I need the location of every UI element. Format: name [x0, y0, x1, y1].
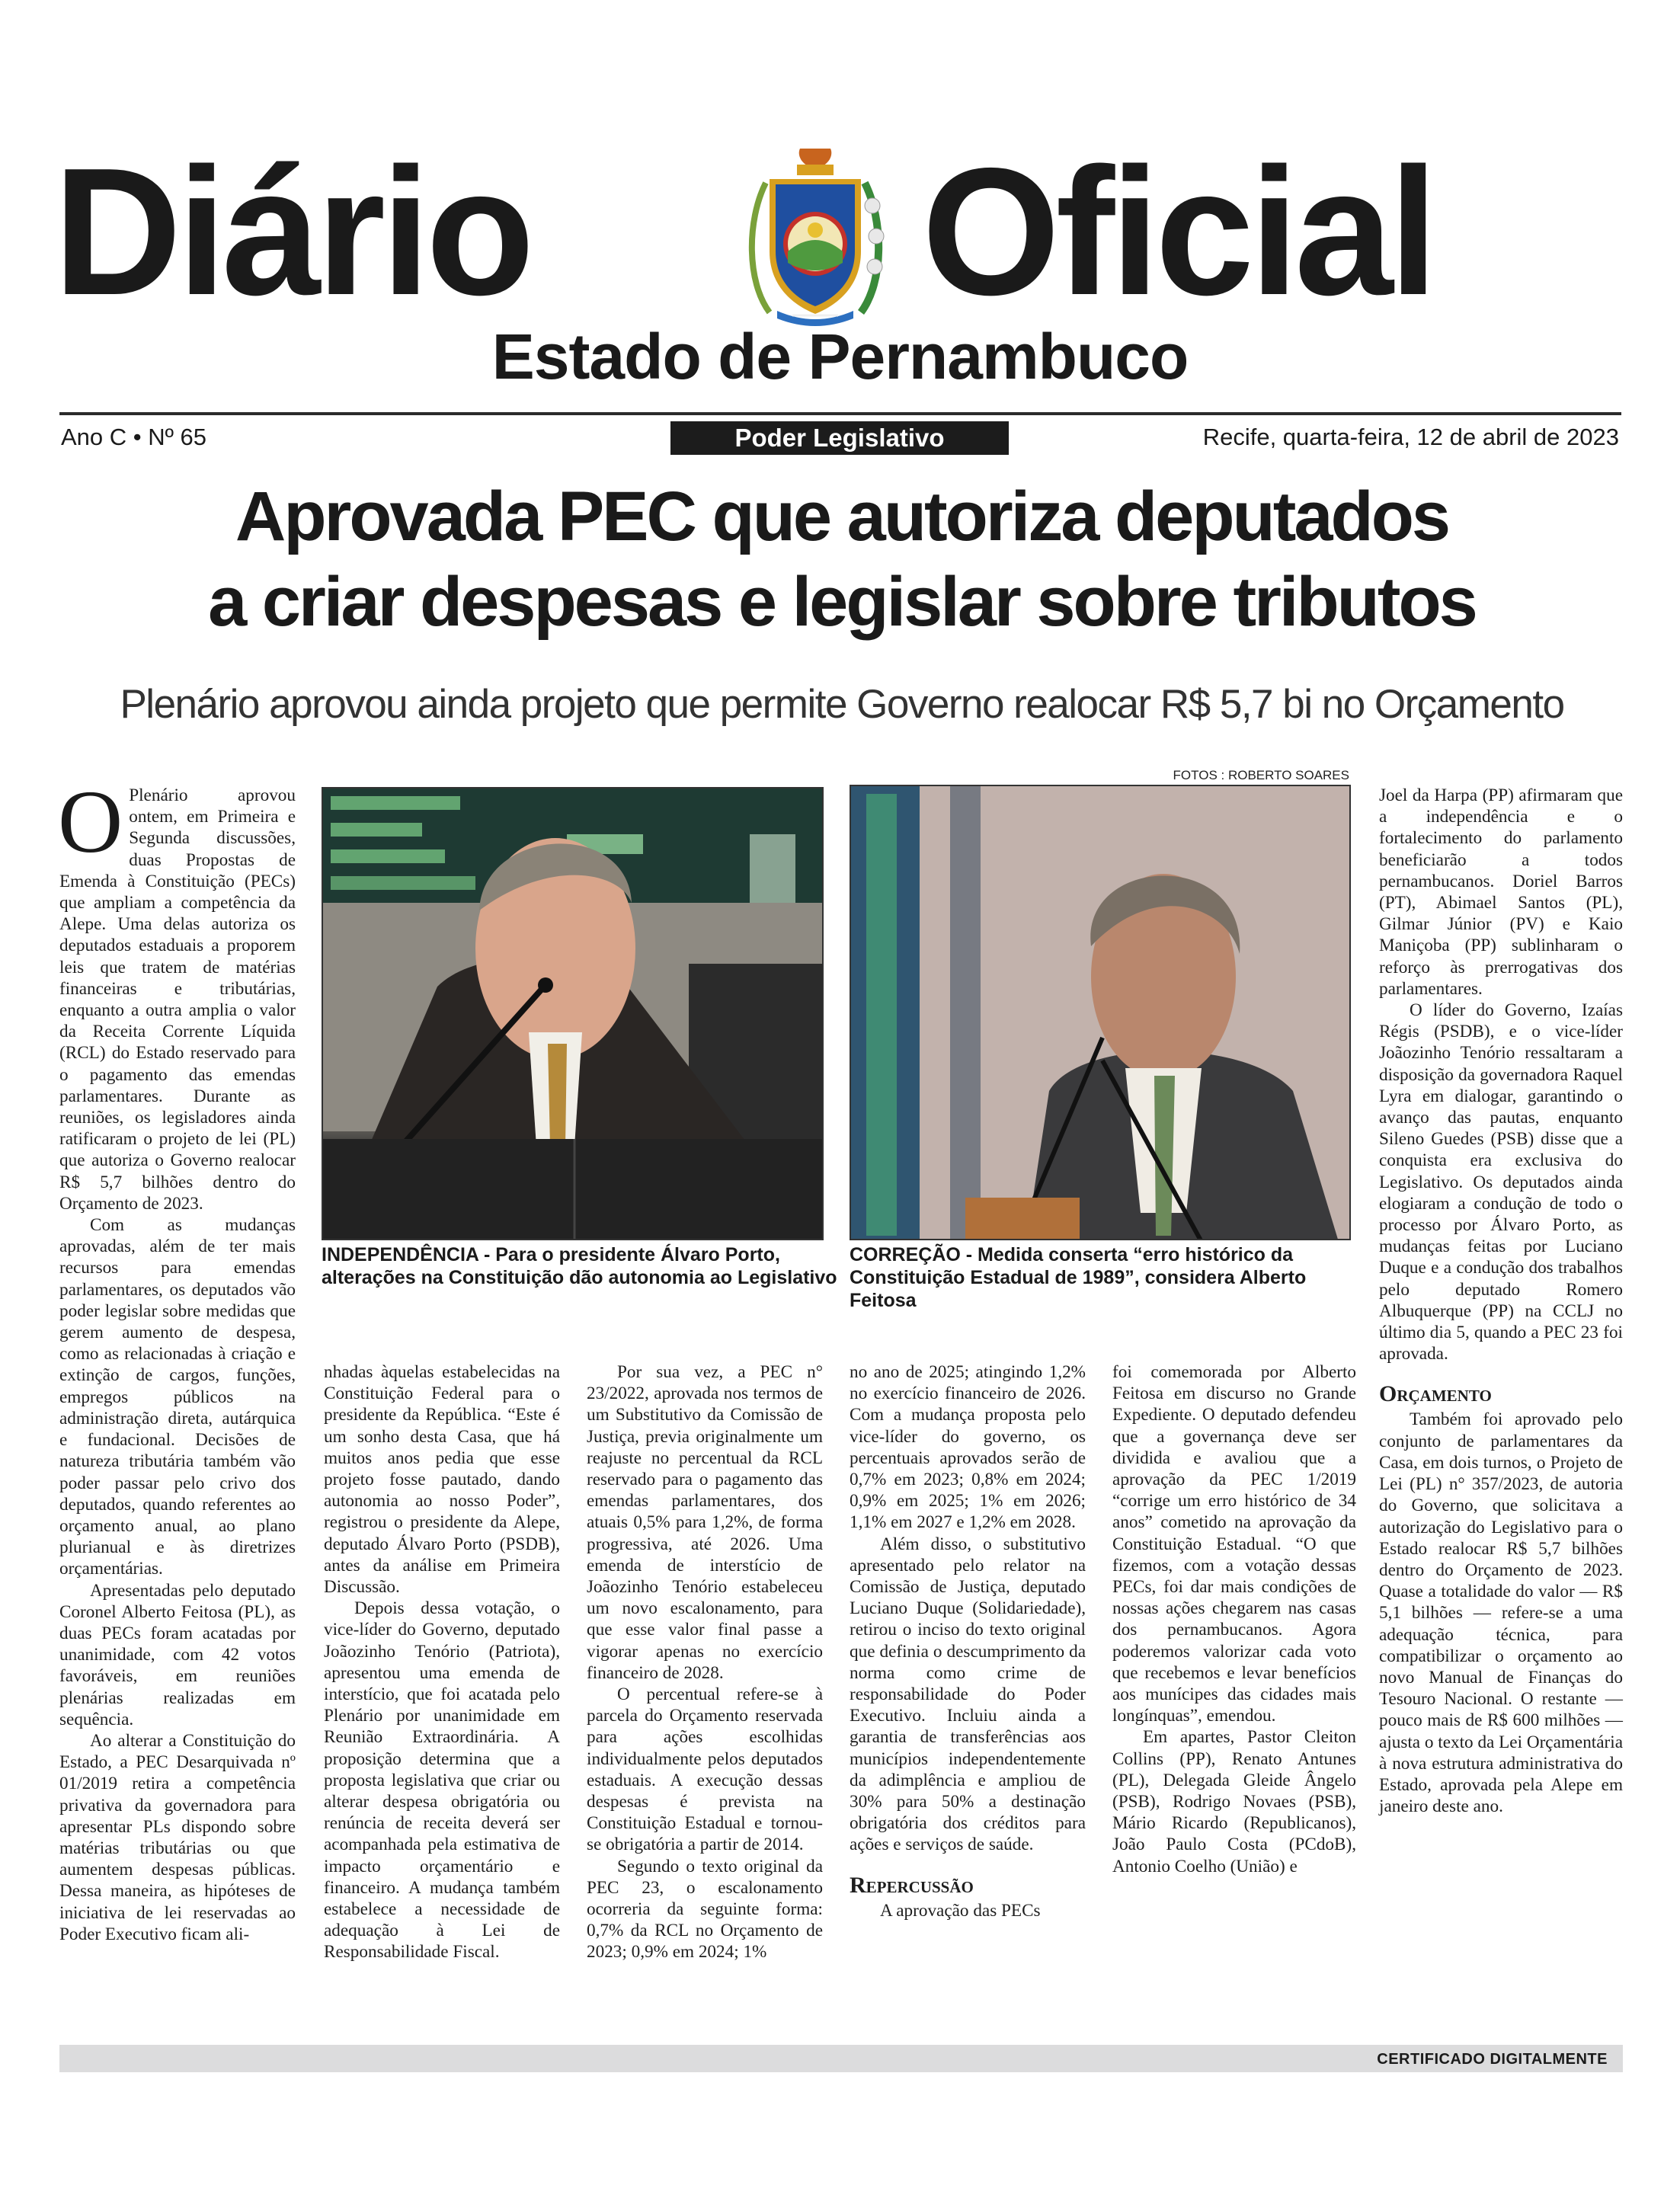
paragraph: Também foi aprovado pelo conjunto de parlamentares da Casa, em dois turnos, o Projeto de Lei (PL) n° 357/2023, de autoria do Governo, que solicitava a autorização do Legislativo para o Estado realocar R$ 5,7 bilhões dentro do Orçamento de 2023. Quase a totalidade do valor — R$ 5,1 bilhões — refere-se a uma adequação técnica, para compatibilizar o orçamento ao novo Manual de Finanças do Tesouro Nacional. O restante — pouco mais de R$ 600 milhões — ajusta o texto da Lei Orçamentária à nova estrutura administrativa do Estado, aprovada pela Alepe em janeiro deste ano. [1379, 1409, 1623, 1817]
masthead-title-right: Oficial [922, 131, 1434, 333]
headline-line-1: Aprovada PEC que autoriza deputados [235, 478, 1449, 555]
photo-alvaro-porto-image [323, 789, 824, 1240]
article-column-4 [850, 1361, 1086, 1921]
masthead-subtitle: Estado de Pernambuco [491, 321, 1189, 392]
paragraph-text: Plenário aprovou ontem, em Primeira e Segunda discussões, duas Propostas de Emenda à Constituição (PECs) que ampliam a competência da Alepe. Uma delas autoriza os deputados estaduais a proporem leis que tratem de matérias financeiras e tributárias, enquanto a outra amplia o valor da Receita Corrente Líquida (RCL) do Estado reservado para o pagamento das emendas parlamentares. Durante as reuniões, os legisladores ainda ratificaram o projeto de lei (PL) que autoriza o Governo realocar R$ 5,7 bilhões dentro do Orçamento de 2023. [59, 785, 296, 1214]
paragraph: no ano de 2025; atingindo 1,2% no exercício financeiro de 2026. Com a mudança proposta pelo vice-líder do governo, os percentuais aprovados serão de 0,7% em 2023; 0,8% em 2024; 0,9% em 2025; 1% em 2026; 1,1% em 2027 e 1,2% em 2028. [850, 1362, 1086, 1533]
footer-bar [59, 2045, 1623, 2072]
paragraph: O líder do Governo, Izaías Régis (PSDB), e o vice-líder Joãozinho Tenório ressaltaram a disposição da governadora Raquel Lyra em dialogar, garantindo o avanço das pautas, enquanto Sileno Guedes (PSB) disse que a conquista era exclusiva do Legislativo. Os deputados ainda elogiaram a condução de todo o processo por Álvaro Porto, as mudanças feitas por Luciano Duque e a condução dos trabalhos pelo deputado Romero Albuquerque (PP) na CCLJ no último dia 5, quando a PEC 23 foi aprovada. [1379, 1000, 1623, 1364]
paragraph: O percentual refere-se à parcela do Orçamento reservada para ações escolhidas individualmente pelos deputados estaduais. A execução dessas despesas é prevista na Constituição Estadual e tornou-se obrigatória a partir de 2014. [587, 1684, 823, 1855]
edition-number: Ano C • Nº 65 [61, 424, 207, 450]
paragraph: nhadas àquelas estabelecidas na Constituição Federal para o presidente da República. “Este é um sonho desta Casa, que há muitos anos pedia que esse projeto fosse pautado, dando autonomia ao nosso Poder”, registrou o presidente da Alepe, deputado Álvaro Porto (PSDB), antes da análise em Primeira Discussão. [324, 1362, 560, 1598]
section-heading-orcamento: Orçamento [1379, 1381, 1492, 1407]
headline [53, 474, 1630, 645]
paragraph: foi comemorada por Alberto Feitosa em discurso no Grande Expediente. O deputado defendeu que a governança deve ser dividida e avaliou que a aprovação da PEC 1/2019 “corrige um erro histórico de 34 anos” cometido na aprovação da Constituição Estadual. “O que fizemos, com a votação dessas PECs, foi dar mais condições de nossas ações chegarem nas casas dos pernambucanos. Agora poderemos valorizar cada voto que recebemos e levar benefícios aos munícipes das cidades mais longínquas”, emendou. [1112, 1362, 1356, 1726]
photo-alberto-feitosa-image [851, 786, 1351, 1240]
header-divider [59, 412, 1621, 415]
deck: Plenário aprovou ainda projeto que permite Governo realocar R$ 5,7 bi no Orçamento [120, 682, 1564, 727]
masthead-title-left: Diário [53, 131, 530, 333]
paragraph: Joel da Harpa (PP) afirmaram que a independência e o fortalecimento do parlamento beneficiarão a todos pernambucanos. Doriel Barros (PT), Abimael Santos (PL), Gilmar Júnior (PV) e Kaio Maniçoba (PP) sublinharam o reforço às prerrogativas dos parlamentares. [1379, 785, 1623, 999]
paragraph: Além disso, o substitutivo apresentado pelo relator na Comissão de Justiça, deputado Luciano Duque (Solidariedade), retirou o inciso do texto original que definia o descumprimento da norma como crime de responsabilidade do Poder Executivo. Incluiu ainda a garantia de transferências aos municípios independentemente da adimplência e ampliou de 30% para 50% a destinação obrigatória dos créditos para ações e serviços de saúde. [850, 1534, 1086, 1855]
drop-cap: O [58, 772, 123, 872]
paragraph: Ao alterar a Constituição do Estado, a PEC Desarquivada nº 01/2019 retira a competência privativa da governadora para apresentar PLs dispondo sobre matérias tributárias ou que aumentem despesas públicas. Dessa maneira, as hipóteses de iniciativa de lei reservadas ao Poder Executivo ficam ali- [59, 1730, 296, 1944]
branch-label: Poder Legislativo [670, 421, 1009, 455]
headline-line-2: a criar despesas e legislar sobre tributos [208, 563, 1476, 641]
photo-caption-2: CORREÇÃO - Medida conserta “erro histórico da Constituição Estadual de 1989”, considera Alberto Feitosa [850, 1244, 1307, 1311]
paragraph: Apresentadas pelo deputado Coronel Alberto Feitosa (PL), as duas PECs foram acatadas por unanimidade, com 42 votos favoráveis, em reuniões plenárias realizadas em sequência. [59, 1580, 296, 1729]
paragraph: Com as mudanças aprovadas, além de ter mais recursos para emendas parlamentares, os deputados vão poder legislar sobre medidas que gerem aumento de despesa, como as relacionadas à criação e extinção de cargos, funções, empregos públicos na administração direta, autárquica e fundacional. Decisões de natureza tributária também vão poder passar pelo crivo dos deputados, quando referentes ao orçamento anual, ao plano plurianual e às diretrizes orçamentárias. [59, 1215, 296, 1579]
certification-label: CERTIFICADO DIGITALMENTE [1377, 2051, 1608, 2068]
photo-caption-1: INDEPENDÊNCIA - Para o presidente Álvaro Porto, alterações na Constituição dão autonomia ao Legislativo [322, 1244, 837, 1288]
paragraph [58, 772, 296, 1214]
paragraph: Em apartes, Pastor Cleiton Collins (PP), Renato Antunes (PL), Delegada Gleide Ângelo (PSB), Rodrigo Novaes (PSB), Mário Ricardo (Republicanos), João Paulo Costa (PCdoB), Antonio Coelho (União) e [1112, 1727, 1356, 1876]
photo-alvaro-porto [322, 787, 824, 1240]
dateline: Recife, quarta-feira, 12 de abril de 2023 [1202, 424, 1619, 450]
paragraph: Por sua vez, a PEC n° 23/2022, aprovada nos termos de um Substitutivo da Comissão de Justiça, previa originalmente um reajuste no percentual da RCL reservado para o pagamento das emendas parlamentares, dos atuais 0,5% para 1,2%, de forma progressiva, até 2026. Uma emenda de interstício de Joãozinho Tenório estabeleceu um novo escalonamento, para que esse valor final passe a vigorar apenas no exercício financeiro de 2028. [587, 1362, 823, 1683]
article-column-2 [324, 1361, 560, 1963]
photo-alberto-feitosa [850, 785, 1351, 1240]
coat-of-arms-icon [724, 137, 907, 335]
masthead [53, 130, 1630, 335]
paragraph: A aprovação das PECs [880, 1900, 1041, 1921]
paragraph: Segundo o texto original da PEC 23, o escalonamento ocorreria da seguinte forma: 0,7% da RCL no Orçamento de 2023; 0,9% em 2024; 1% [587, 1856, 823, 1963]
section-heading-repercussao: Repercussão [850, 1872, 974, 1898]
article-column-6 [1379, 785, 1623, 1817]
paragraph: Depois dessa votação, o vice-líder do Governo, deputado Joãozinho Tenório (Patriota), apresentou uma emenda de interstício, que foi acatada pelo Plenário por unanimidade em Reunião Extraordinária. A proposição determina que a proposta legislativa que criar ou alterar despesa obrigatória ou renúncia de receita deverá ser acompanhada pela estimativa de impacto orçamentário e financeiro. A mudança também estabelece a necessidade de adequação à Lei de Responsabilidade Fiscal. [324, 1598, 560, 1963]
article-column-1 [58, 772, 296, 1945]
article-column-5 [1112, 1361, 1356, 1877]
article-column-3 [587, 1361, 823, 1963]
photo-credit: FOTOS : ROBERTO SOARES [1173, 768, 1349, 782]
